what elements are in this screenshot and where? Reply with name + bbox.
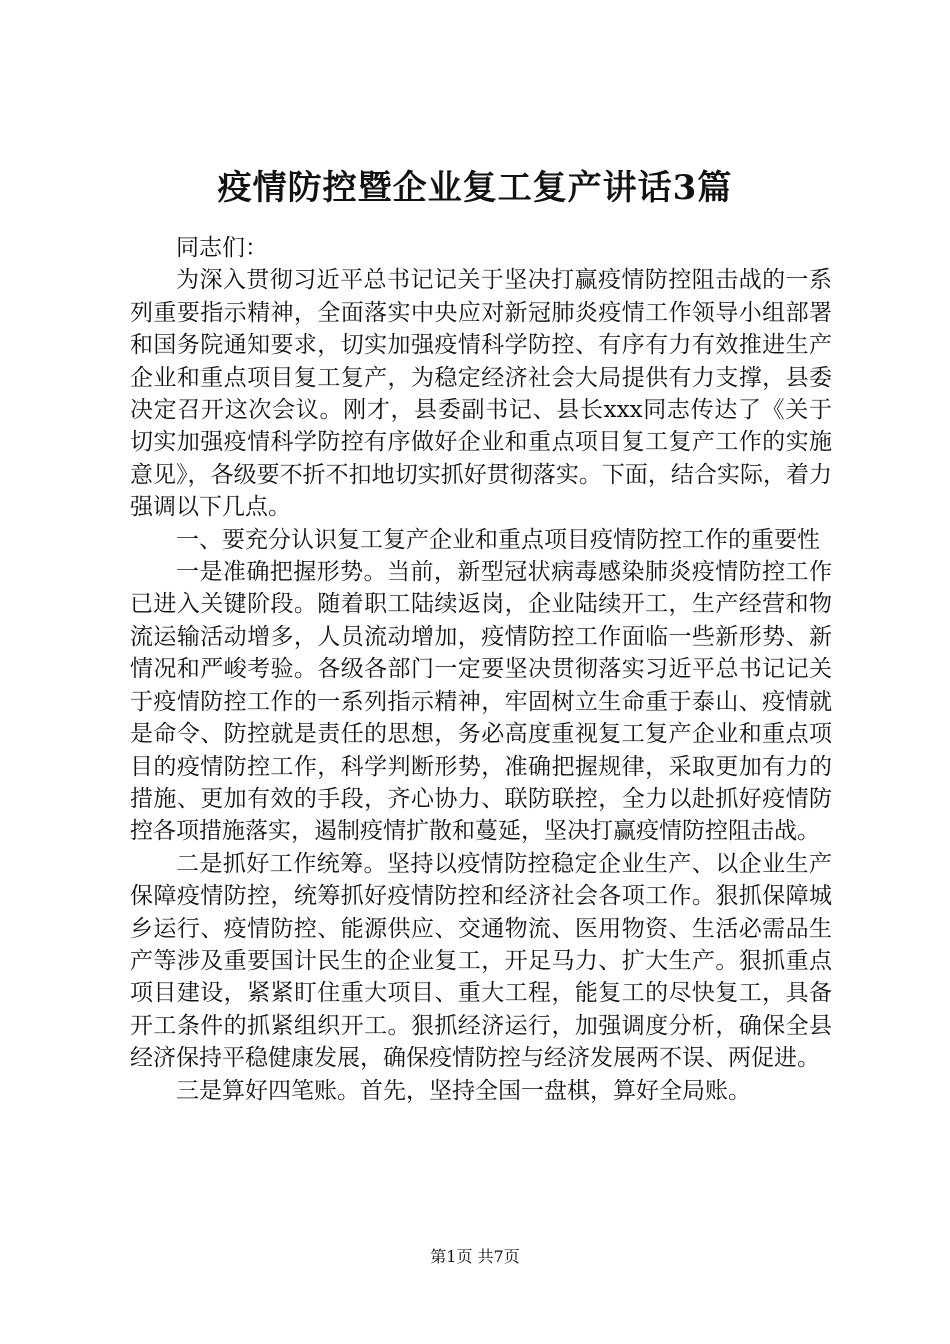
- section-heading: 一、要充分认识复工复产企业和重点项目疫情防控工作的重要性: [176, 526, 820, 553]
- document-title: 疫情防控暨企业复工复产讲话3篇: [217, 168, 733, 208]
- paragraph: 一是准确把握形势。当前，新型冠状病毒感染肺炎疫情防控工作已进入关键阶段。随着职工陆续返岗，企业陆续开工，生产经营和物流运输活动增多，人员流动增加，疫情防控工作面临一些新形势、新情况和严峻考验。各级各部门一定要坚决贯彻落实习近平总书记记关于疫情防控工作的一系列指示精神，牢固树立生命重于泰山、疫情就是命令、防控就是责任的思想，务必高度重视复工复产企业和重点项目的疫情防控工作，科学判断形势，准确把握规律，采取更加有力的措施、更加有效的手段，齐心协力、联防联控，全力以赴抓好疫情防控各项措施落实，遏制疫情扩散和蔓延，坚决打赢疫情防控阻击战。: [130, 559, 832, 845]
- page-number-footer: 第1页 共7页: [430, 1247, 520, 1266]
- salutation: 同志们：: [176, 235, 268, 261]
- document-body: [130, 232, 832, 1107]
- paragraph: 二是抓好工作统筹。坚持以疫情防控稳定企业生产、以企业生产保障疫情防控，统筹抓好疫情防控和经济社会各项工作。狠抓保障城乡运行、疫情防控、能源供应、交通物流、医用物资、生活必需品生产等涉及重要国计民生的企业复工，开足马力、扩大生产。狠抓重点项目建设，紧紧盯住重大项目、重大工程，能复工的尽快复工，具备开工条件的抓紧组织开工。狠抓经济运行，加强调度分析，确保全县经济保持平稳健康发展，确保疫情防控与经济发展两不误、两促进。: [130, 850, 832, 1072]
- paragraph: 三是算好四笔账。首先，坚持全国一盘棋，算好全局账。: [176, 1077, 751, 1104]
- paragraph: 为深入贯彻习近平总书记记关于坚决打赢疫情防控阻击战的一系列重要指示精神，全面落实中央应对新冠肺炎疫情工作领导小组部署和国务院通知要求，切实加强疫情科学防控、有序有力有效推进生产企业和重点项目复工复产，为稳定经济社会大局提供有力支撑，县委决定召开这次会议。刚才，县委副书记、县长xxx同志传达了《关于切实加强疫情科学防控有序做好企业和重点项目复工复产工作的实施意见》，各级要不折不扣地切实抓好贯彻落实。下面，结合实际，着力强调以下几点。: [130, 267, 832, 521]
